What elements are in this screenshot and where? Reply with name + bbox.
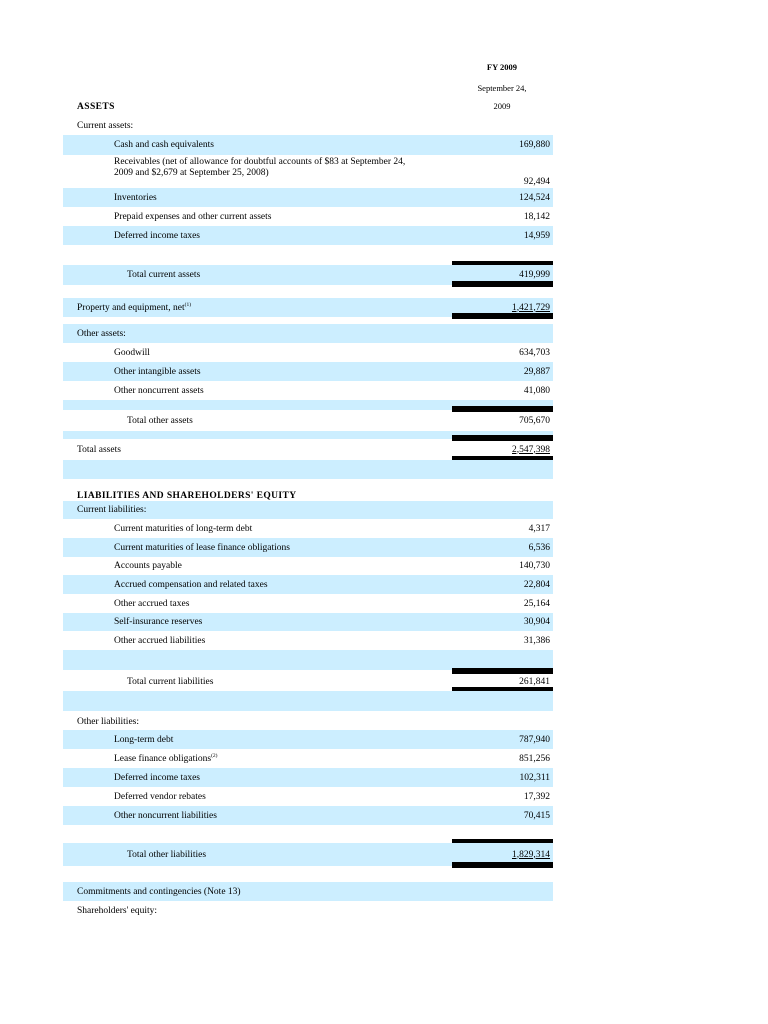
- row-value: 25,164: [523, 598, 550, 609]
- row-label: [114, 792, 206, 802]
- row-label-text: Receivables (net of allowance for doubtful accounts of $83 at September 24, 2009 and $2,679 at September 25, 2008): [114, 157, 406, 178]
- row-label-text: Deferred vendor rebates: [114, 791, 206, 802]
- table-row: [63, 117, 553, 135]
- row-value: 419,999: [519, 270, 550, 280]
- row-value: 92,494: [523, 177, 550, 187]
- row-value: 787,940: [519, 734, 550, 745]
- row-label-text: Current liabilities:: [77, 505, 147, 515]
- row-label: [77, 102, 115, 112]
- row-value: 29,887: [523, 366, 550, 377]
- table-row: [63, 768, 553, 787]
- spacer-row: [63, 245, 553, 265]
- row-value: 18,142: [523, 211, 550, 222]
- row-label: [77, 491, 297, 501]
- row-label: [114, 636, 205, 646]
- table-row: [63, 381, 553, 400]
- row-label: [127, 850, 206, 860]
- row-value: 124,524: [519, 192, 550, 203]
- row-value: 70,415: [523, 810, 550, 821]
- row-label-text: Other noncurrent assets: [114, 385, 204, 396]
- row-value: 1,421,729: [512, 302, 550, 313]
- table-row: [63, 188, 553, 207]
- row-label: [114, 599, 189, 609]
- row-value: 6,536: [528, 542, 550, 553]
- row-value: 851,256: [519, 753, 550, 764]
- row-label-text: Other intangible assets: [114, 366, 201, 377]
- table-row: [63, 226, 553, 245]
- row-label: [77, 906, 157, 916]
- table-row: [63, 155, 553, 188]
- row-label-text: Total other liabilities: [127, 849, 207, 860]
- table-row: [63, 631, 553, 650]
- row-value: 22,804: [523, 579, 550, 590]
- row-label: [114, 543, 290, 553]
- spacer-row: [63, 460, 553, 479]
- table-row: [63, 672, 553, 691]
- footnote-marker: (2): [211, 752, 218, 759]
- column-header-date: September 24,: [477, 83, 527, 93]
- table-row: [63, 730, 553, 749]
- row-label-text: Current maturities of lease finance obligations: [114, 542, 290, 553]
- table-row: [63, 135, 553, 155]
- table-row: [63, 575, 553, 594]
- row-label-text: Other noncurrent liabilities: [114, 810, 217, 821]
- row-label: [77, 717, 139, 727]
- table-row: [63, 613, 553, 631]
- row-label: [114, 580, 268, 590]
- row-label: [114, 140, 214, 150]
- table-row: [63, 501, 553, 519]
- row-value: 30,904: [523, 617, 550, 627]
- spacer-row: [63, 691, 553, 711]
- column-header-year: 2009: [493, 101, 511, 111]
- row-label-text: Prepaid expenses and other current assets: [114, 211, 272, 222]
- row-label: [77, 329, 126, 339]
- row-label: [77, 121, 133, 131]
- row-label-text: Deferred income taxes: [114, 772, 200, 783]
- row-label-text: ASSETS: [77, 102, 115, 112]
- table-row: [63, 787, 553, 806]
- spacer-row: [63, 317, 553, 324]
- table-row: [63, 594, 553, 613]
- spacer-row: [63, 285, 553, 298]
- row-label-text: LIABILITIES AND SHAREHOLDERS' EQUITY: [77, 490, 297, 501]
- row-value: 2,547,398: [512, 444, 550, 455]
- row-label-text: Goodwill: [114, 347, 150, 358]
- table-row: [63, 362, 553, 381]
- row-label: [114, 193, 157, 203]
- row-label: [127, 416, 193, 426]
- row-label: [114, 754, 218, 764]
- row-label: [114, 617, 202, 627]
- row-label-text: Self-insurance reserves: [114, 617, 203, 627]
- spacer-row: [63, 825, 553, 843]
- row-label-text: Accounts payable: [114, 561, 182, 571]
- row-label-text: Total other assets: [127, 415, 193, 426]
- row-label: [114, 735, 173, 745]
- table-row: [63, 490, 553, 501]
- row-label: [114, 212, 272, 222]
- table-row: [63, 519, 553, 538]
- row-value: 41,080: [523, 385, 550, 396]
- table-row: [63, 882, 553, 901]
- table-row: [63, 557, 553, 575]
- table-row: [63, 265, 553, 285]
- row-label-text: Other liabilities:: [77, 716, 140, 727]
- spacer-row: [63, 650, 553, 670]
- row-label: [127, 677, 213, 687]
- table-row: [63, 324, 553, 343]
- row-value: 17,392: [523, 791, 550, 802]
- table-row: [63, 901, 553, 920]
- row-value: 14,959: [523, 230, 550, 241]
- table-row: [63, 749, 553, 768]
- table-row: [63, 207, 553, 226]
- row-value: 261,841: [519, 676, 550, 687]
- row-value: 31,386: [523, 635, 550, 646]
- row-value: 634,703: [519, 347, 550, 358]
- table-row: [63, 410, 553, 431]
- row-value: 1,829,314: [512, 849, 550, 860]
- table-row: [63, 843, 553, 866]
- row-label-text: Other assets:: [77, 328, 126, 339]
- row-label: [114, 773, 200, 783]
- balance-sheet: [63, 97, 553, 920]
- row-label-text: Total current liabilities: [127, 676, 214, 687]
- spacer-row: [63, 866, 553, 882]
- table-row: [63, 298, 553, 317]
- table-row: [63, 806, 553, 825]
- spacer-row: [63, 479, 553, 490]
- spacer-row: [63, 431, 553, 439]
- row-label-text: Property and equipment, net: [77, 302, 185, 313]
- table-row: [63, 343, 553, 362]
- row-label-text: Current maturities of long-term debt: [114, 523, 253, 534]
- row-label-text: Accrued compensation and related taxes: [114, 579, 268, 590]
- row-label-text: Long-term debt: [114, 734, 174, 745]
- row-label-text: Lease finance obligations: [114, 753, 212, 764]
- row-label: [114, 367, 201, 377]
- row-label-text: Other accrued liabilities: [114, 635, 206, 646]
- row-label: [77, 445, 121, 455]
- row-value: 4,317: [528, 523, 550, 534]
- row-value: 705,670: [519, 415, 550, 426]
- table-row: [63, 97, 553, 117]
- row-label: [114, 524, 252, 534]
- footnote-marker: (1): [184, 301, 192, 308]
- spacer-row: [63, 400, 553, 410]
- row-label-text: Other accrued taxes: [114, 598, 190, 609]
- row-label: [114, 561, 182, 571]
- row-label: [114, 231, 200, 241]
- row-label: [114, 386, 204, 396]
- row-label-text: Commitments and contingencies (Note 13): [77, 886, 241, 897]
- table-row: [63, 713, 553, 730]
- row-value: 169,880: [519, 140, 550, 150]
- table-row: [63, 538, 553, 557]
- row-label: [114, 348, 150, 358]
- row-label-text: Shareholders' equity:: [77, 905, 158, 916]
- row-label: [77, 505, 146, 515]
- column-header-fy: FY 2009: [486, 62, 518, 72]
- row-label-text: Cash and cash equivalents: [114, 140, 214, 150]
- row-value: 102,311: [519, 772, 550, 783]
- row-label-text: Inventories: [114, 192, 157, 203]
- row-label: [114, 811, 217, 821]
- table-row: [63, 439, 553, 460]
- row-label-text: Total current assets: [127, 270, 201, 280]
- row-label-text: Total assets: [77, 444, 121, 455]
- row-label-text: Deferred income taxes: [114, 230, 200, 241]
- row-label: [77, 887, 241, 897]
- row-label: [77, 303, 191, 313]
- row-label: [114, 157, 414, 179]
- row-value: 140,730: [519, 561, 550, 571]
- row-label-text: Current assets:: [77, 121, 134, 131]
- row-label: [127, 270, 200, 280]
